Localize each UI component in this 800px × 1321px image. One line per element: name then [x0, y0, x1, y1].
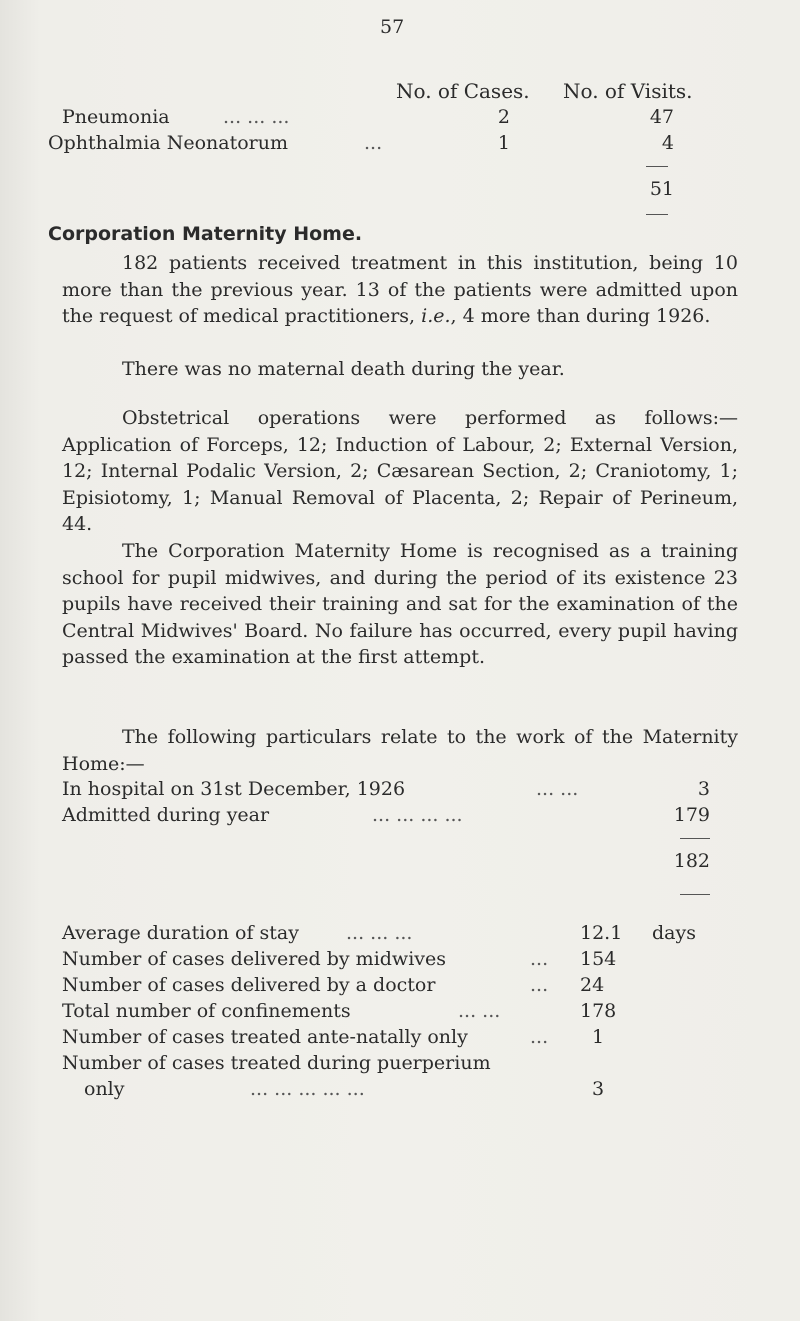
- p4-text: The Corporation Maternity Home is recognised as a training school for pupil midwives, and during the period of its existence 23 pupils have received their training and sat for the examination of the Central Midwives' Board. No failure has occurred, every pupil having passed the examination at the first attempt.: [62, 540, 738, 668]
- header-cases: No. of Cases.: [396, 79, 530, 103]
- page-number: 57: [380, 16, 405, 38]
- paragraph-particulars: [62, 724, 738, 777]
- stat-value: 154: [580, 948, 617, 970]
- paragraph-admissions: [62, 250, 738, 330]
- stat-value: 3: [592, 1078, 605, 1100]
- p1-text-a: 182 patients received treatment in this institution, being 10 more than the previous year. 13 of the patients were admitted upon the request of medical practitioners,: [62, 252, 738, 327]
- total-visits: 51: [649, 178, 674, 200]
- row-visits: 47: [649, 106, 674, 128]
- p3-text: Obstetrical operations were performed as follows:— Application of Forceps, 12; Induction of Labour, 2; External Version, 12; Internal Podalic Version, 2; Cæsarean Section, 2; Craniotomy, 1; Episiotomy, 1; Manual Removal of Placenta, 2; Repair of Perineum, 44.: [62, 407, 738, 535]
- row-dots: ...: [364, 132, 383, 154]
- admissions-value: 179: [673, 804, 710, 826]
- sum-rule: [646, 214, 668, 215]
- paragraph-maternal-death: [62, 356, 738, 383]
- row-label-pneumonia: Pneumonia: [62, 106, 170, 128]
- stat-unit: days: [652, 922, 696, 944]
- stat-dots: ...: [530, 1026, 549, 1048]
- admissions-dots: ... ... ... ...: [372, 804, 463, 826]
- stat-label: Total number of confinements: [62, 1000, 351, 1022]
- stat-value: 12.1: [580, 922, 623, 944]
- row-cases: 1: [497, 132, 510, 154]
- stat-dots: ... ... ...: [346, 922, 413, 944]
- p1-text-b: , 4 more than during 1926.: [450, 305, 711, 327]
- row-dots: ... ... ...: [223, 106, 290, 128]
- paragraph-training: [62, 538, 738, 671]
- stat-label: Number of cases treated during puerperium: [62, 1052, 491, 1074]
- stat-dots: ...: [530, 974, 549, 996]
- admissions-label: Admitted during year: [62, 804, 270, 826]
- stat-dots: ...: [530, 948, 549, 970]
- row-visits: 4: [661, 132, 674, 154]
- stat-label: Average duration of stay: [62, 922, 299, 944]
- stat-label-continued: only: [84, 1078, 125, 1100]
- admissions-total: 182: [673, 850, 710, 872]
- admissions-label: In hospital on 31st December, 1926: [62, 778, 406, 800]
- stat-label: Number of cases treated ante-natally only: [62, 1026, 468, 1048]
- admissions-value: 3: [697, 778, 710, 800]
- p1-ie: i.e.: [421, 305, 451, 327]
- stat-label: Number of cases delivered by midwives: [62, 948, 446, 970]
- stat-dots: ... ...: [458, 1000, 501, 1022]
- sum-rule: [680, 894, 710, 895]
- row-label-ophthalmia: Ophthalmia Neonatorum: [48, 132, 288, 154]
- p5-text: The following particulars relate to the work of the Maternity Home:—: [62, 726, 738, 775]
- p2-text: There was no maternal death during the year.: [122, 358, 565, 380]
- stat-value: 24: [580, 974, 605, 996]
- header-visits: No. of Visits.: [563, 79, 693, 103]
- stat-value: 1: [592, 1026, 605, 1048]
- stat-value: 178: [580, 1000, 617, 1022]
- sum-rule: [646, 166, 668, 167]
- sum-rule: [680, 838, 710, 839]
- admissions-dots: ... ...: [536, 778, 579, 800]
- paragraph-operations: [62, 405, 738, 538]
- row-cases: 2: [497, 106, 510, 128]
- stat-dots: ... ... ... ... ...: [250, 1078, 365, 1100]
- stat-label: Number of cases delivered by a doctor: [62, 974, 436, 996]
- section-heading: Corporation Maternity Home.: [48, 223, 363, 245]
